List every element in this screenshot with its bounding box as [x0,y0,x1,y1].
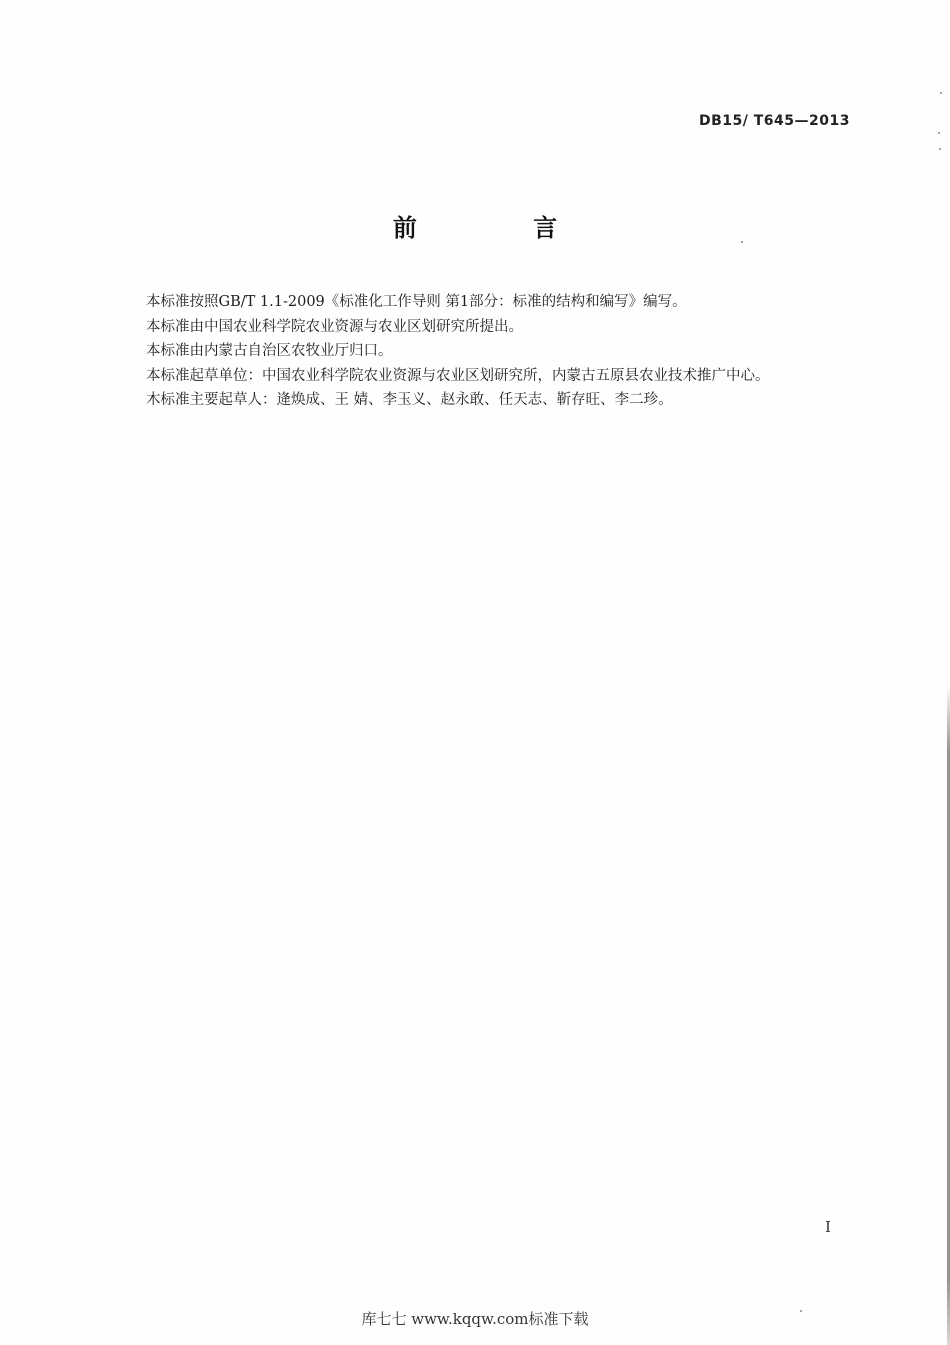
scan-speck [939,148,941,150]
page-number: I [825,1218,831,1236]
foreword-paragraph: 本标准由中国农业科学院农业资源与农业区划研究所提出。 [146,318,523,335]
foreword-title: 前 言 [392,214,612,242]
foreword-paragraph: 本标准按照GB/T 1.1-2009《标准化工作导则 第1部分：标准的结构和编写》编写。 [146,294,687,310]
foreword-body [146,290,866,413]
foreword-paragraph: 木标准主要起草人：逄焕成、王 婧、李玉义、赵永敢、任天志、靳存旺、李二珍。 [146,392,673,408]
scan-speck [800,1310,802,1312]
scan-speck [741,241,743,243]
foreword-paragraph: 本标准由内蒙古自治区农牧业厅归口。 [146,343,393,359]
scan-speck [938,132,940,134]
footer-watermark: 库七七 www.kqqw.com标准下载 [361,1310,589,1328]
standard-number: DB15/ T645—2013 [699,113,850,129]
scan-speck [940,92,942,94]
foreword-paragraph: 本标准起草单位：中国农业科学院农业资源与农业区划研究所，内蒙古五原县农业技术推广中心。 [146,367,770,384]
